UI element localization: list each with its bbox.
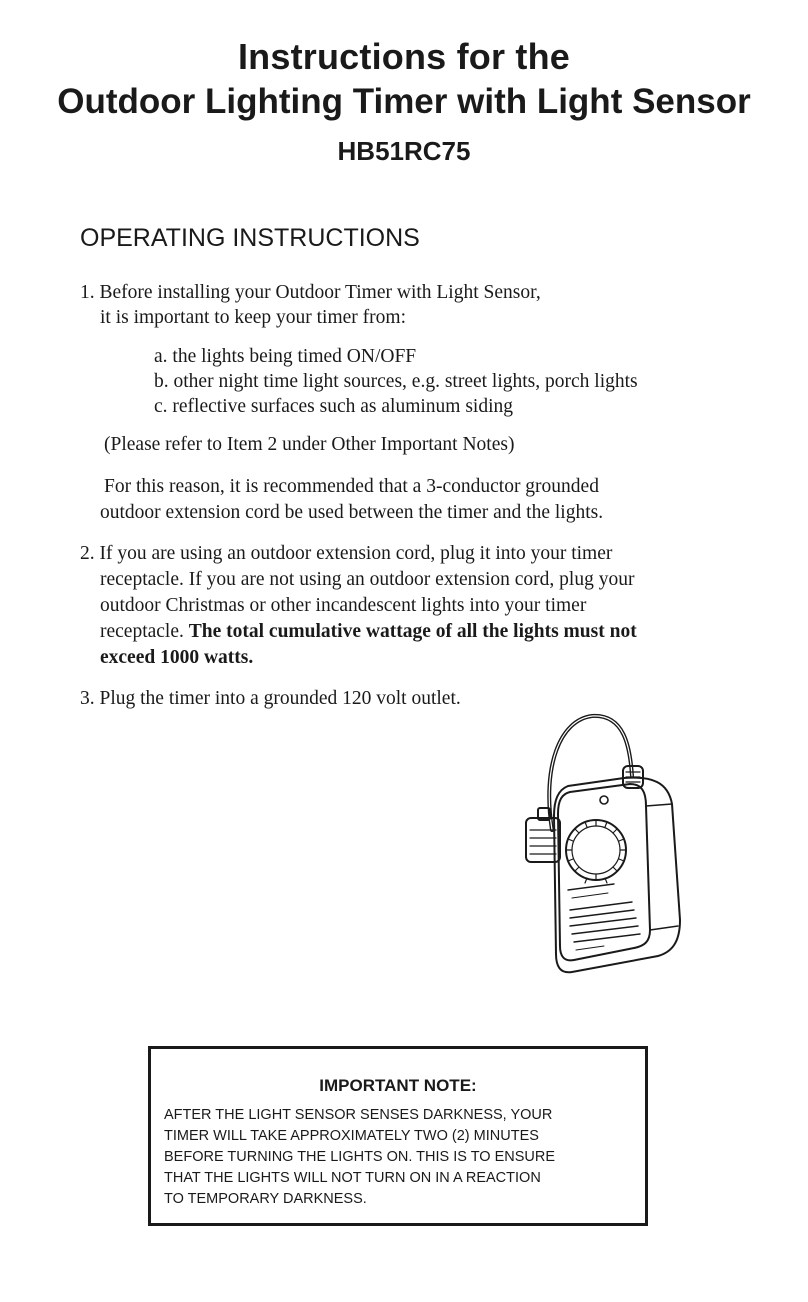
step1-reason-line2: outdoor extension cord be used between the timer and the lights. (100, 502, 604, 523)
important-note-line: BEFORE TURNING THE LIGHTS ON. THIS IS TO ENSURE (164, 1149, 556, 1165)
step1-reason-line1: For this reason, it is recommended that a 3-conductor grounded (104, 476, 599, 497)
step2-line4-plain: receptacle. (100, 621, 189, 642)
step1-item-b: b. other night time light sources, e.g. street lights, porch lights (154, 371, 638, 392)
important-note-line: TIMER WILL TAKE APPROXIMATELY TWO (2) MINUTES (164, 1128, 539, 1144)
important-note-box (148, 1046, 648, 1226)
step2-line2: receptacle. If you are not using an outdoor extension cord, plug your (100, 569, 635, 590)
important-note-title: IMPORTANT NOTE: (319, 1076, 477, 1095)
section-heading: OPERATING INSTRUCTIONS (80, 224, 420, 252)
important-note-line: TO TEMPORARY DARKNESS. (164, 1191, 367, 1207)
step1-item-c: c. reflective surfaces such as aluminum siding (154, 396, 514, 417)
step2-line3: outdoor Christmas or other incandescent lights into your timer (100, 595, 587, 616)
model-number: HB51RC75 (337, 136, 471, 166)
title-line-2: Outdoor Lighting Timer with Light Sensor (57, 82, 751, 121)
step1-item-a: a. the lights being timed ON/OFF (154, 346, 417, 367)
step1-line1: 1. Before installing your Outdoor Timer with Light Sensor, (80, 282, 541, 303)
important-note-line: AFTER THE LIGHT SENSOR SENSES DARKNESS, YOUR (164, 1107, 553, 1123)
step1-refer-note: (Please refer to Item 2 under Other Important Notes) (104, 434, 515, 455)
step3-line1: 3. Plug the timer into a grounded 120 volt outlet. (80, 688, 461, 709)
step2-wattage-warning: The total cumulative wattage of all the lights must not (188, 621, 637, 642)
step2-line1: 2. If you are using an outdoor extension cord, plug it into your timer (80, 543, 613, 564)
title-line-1: Instructions for the (237, 36, 570, 77)
step2-wattage-warning-end: exceed 1000 watts. (100, 647, 254, 668)
timer-illustration (512, 706, 692, 976)
step2-line4 (100, 621, 637, 643)
important-note-line: THAT THE LIGHTS WILL NOT TURN ON IN A REACTION (164, 1170, 541, 1186)
step1-line2: it is important to keep your timer from: (100, 307, 406, 328)
